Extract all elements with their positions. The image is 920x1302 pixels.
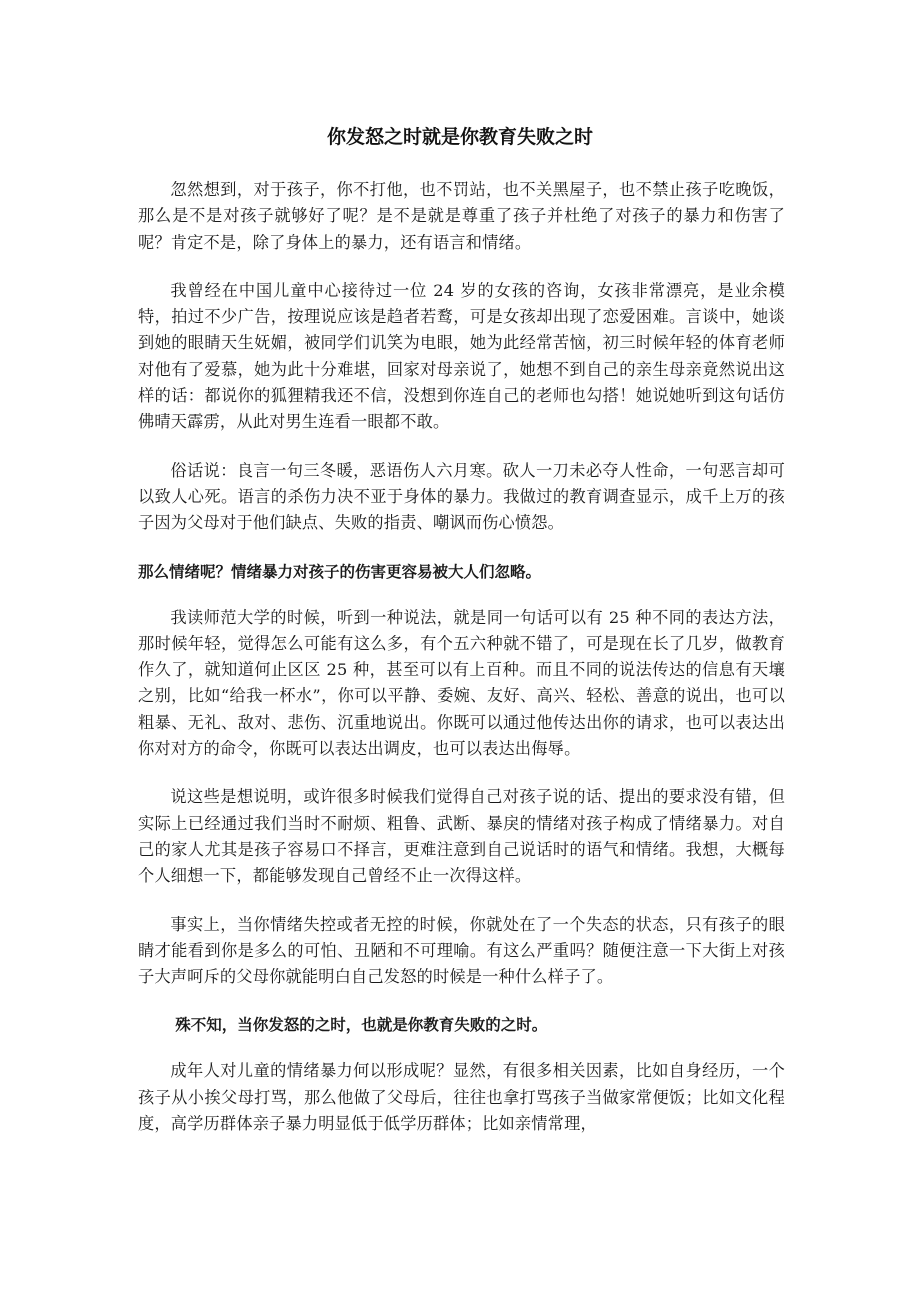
paragraph-2: 我曾经在中国儿童中心接待过一位 24 岁的女孩的咨询，女孩非常漂亮，是业余模特，拍过不少广告，按理说应该是趋者若鹜，可是女孩却出现了恋爱困难。言谈中，她谈到她的眼睛天生妩媚，被同学们讥笑为电眼，她为此经常苦恼，初三时候年轻的体育老师对他有了爱慕，她为此十分难堪，回家对母亲说了，她想不到自己的亲生母亲竟然说出这样的话：都说你的狐狸精我还不信，没想到你连自己的老师也勾搭！她说她听到这句话仿佛晴天霹雳，从此对男生连看一眼都不敢。 — [138, 280, 785, 432]
section-heading-anger: 殊不知，当你发怒的之时，也就是你教育失败的之时。 — [175, 1016, 548, 1035]
document-body — [138, 177, 785, 1159]
document-title: 你发怒之时就是你教育失败之时 — [326, 126, 593, 148]
paragraph-1: 忽然想到，对于孩子，你不打他，也不罚站，也不关黑屋子，也不禁止孩子吃晚饭，那么是不是对孩子就够好了呢？是不是就是尊重了孩子并杜绝了对孩子的暴力和伤害了呢？肯定不是，除了身体上的暴力，还有语言和情绪。 — [138, 180, 785, 252]
paragraph-7: 成年人对儿童的情绪暴力何以形成呢？显然，有很多相关因素，比如自身经历，一个孩子从小挨父母打骂，那么他做了父母后，往往也拿打骂孩子当做家常便饭；比如文化程度，高学历群体亲子暴力明显低于低学历群体；比如亲情常理， — [138, 1061, 785, 1134]
section-heading-emotion: 那么情绪呢？情绪暴力对孩子的伤害更容易被大人们忽略。 — [138, 562, 542, 581]
paragraph-5: 说这些是想说明，或许很多时候我们觉得自己对孩子说的话、提出的要求没有错，但实际上已经通过我们当时不耐烦、粗鲁、武断、暴戾的情绪对孩子构成了情绪暴力。对自己的家人尤其是孩子容易口不择言，更难注意到自己说话时的语气和情绪。我想，大概每个人细想一下，都能够发现自己曾经不止一次得这样。 — [138, 787, 785, 886]
paragraph-3: 俗话说：良言一句三冬暖，恶语伤人六月寒。砍人一刀未必夺人性命，一句恶言却可以致人心死。语言的杀伤力决不亚于身体的暴力。我做过的教育调查显示，成千上万的孩子因为父母对于他们缺点、失败的指责、嘲讽而伤心愤怨。 — [138, 460, 785, 533]
paragraph-6: 事实上，当你情绪失控或者无控的时候，你就处在了一个失态的状态，只有孩子的眼睛才能看到你是多么的可怕、丑陋和不可理喻。有这么严重吗？随便注意一下大街上对孩子大声呵斥的父母你就能明白自己发怒的时候是一种什么样子了。 — [138, 914, 785, 987]
paragraph-4: 我读师范大学的时候，听到一种说法，就是同一句话可以有 25 种不同的表达方法，那时候年轻，觉得怎么可能有这么多，有个五六种就不错了，可是现在长了几岁，做教育作久了，就知道何止区区 25 种，甚至可以有上百种。而且不同的说法传达的信息有天壤之别，比如“给我一杯水”，你可以平静、委婉、友好、高兴、轻松、善意的说出，也可以粗暴、无礼、敌对、悲伤、沉重地说出。你既可以通过他传达出你的请求，也可以表达出你对对方的命令，你既可以表达出调皮，也可以表达出侮辱。 — [138, 607, 785, 759]
